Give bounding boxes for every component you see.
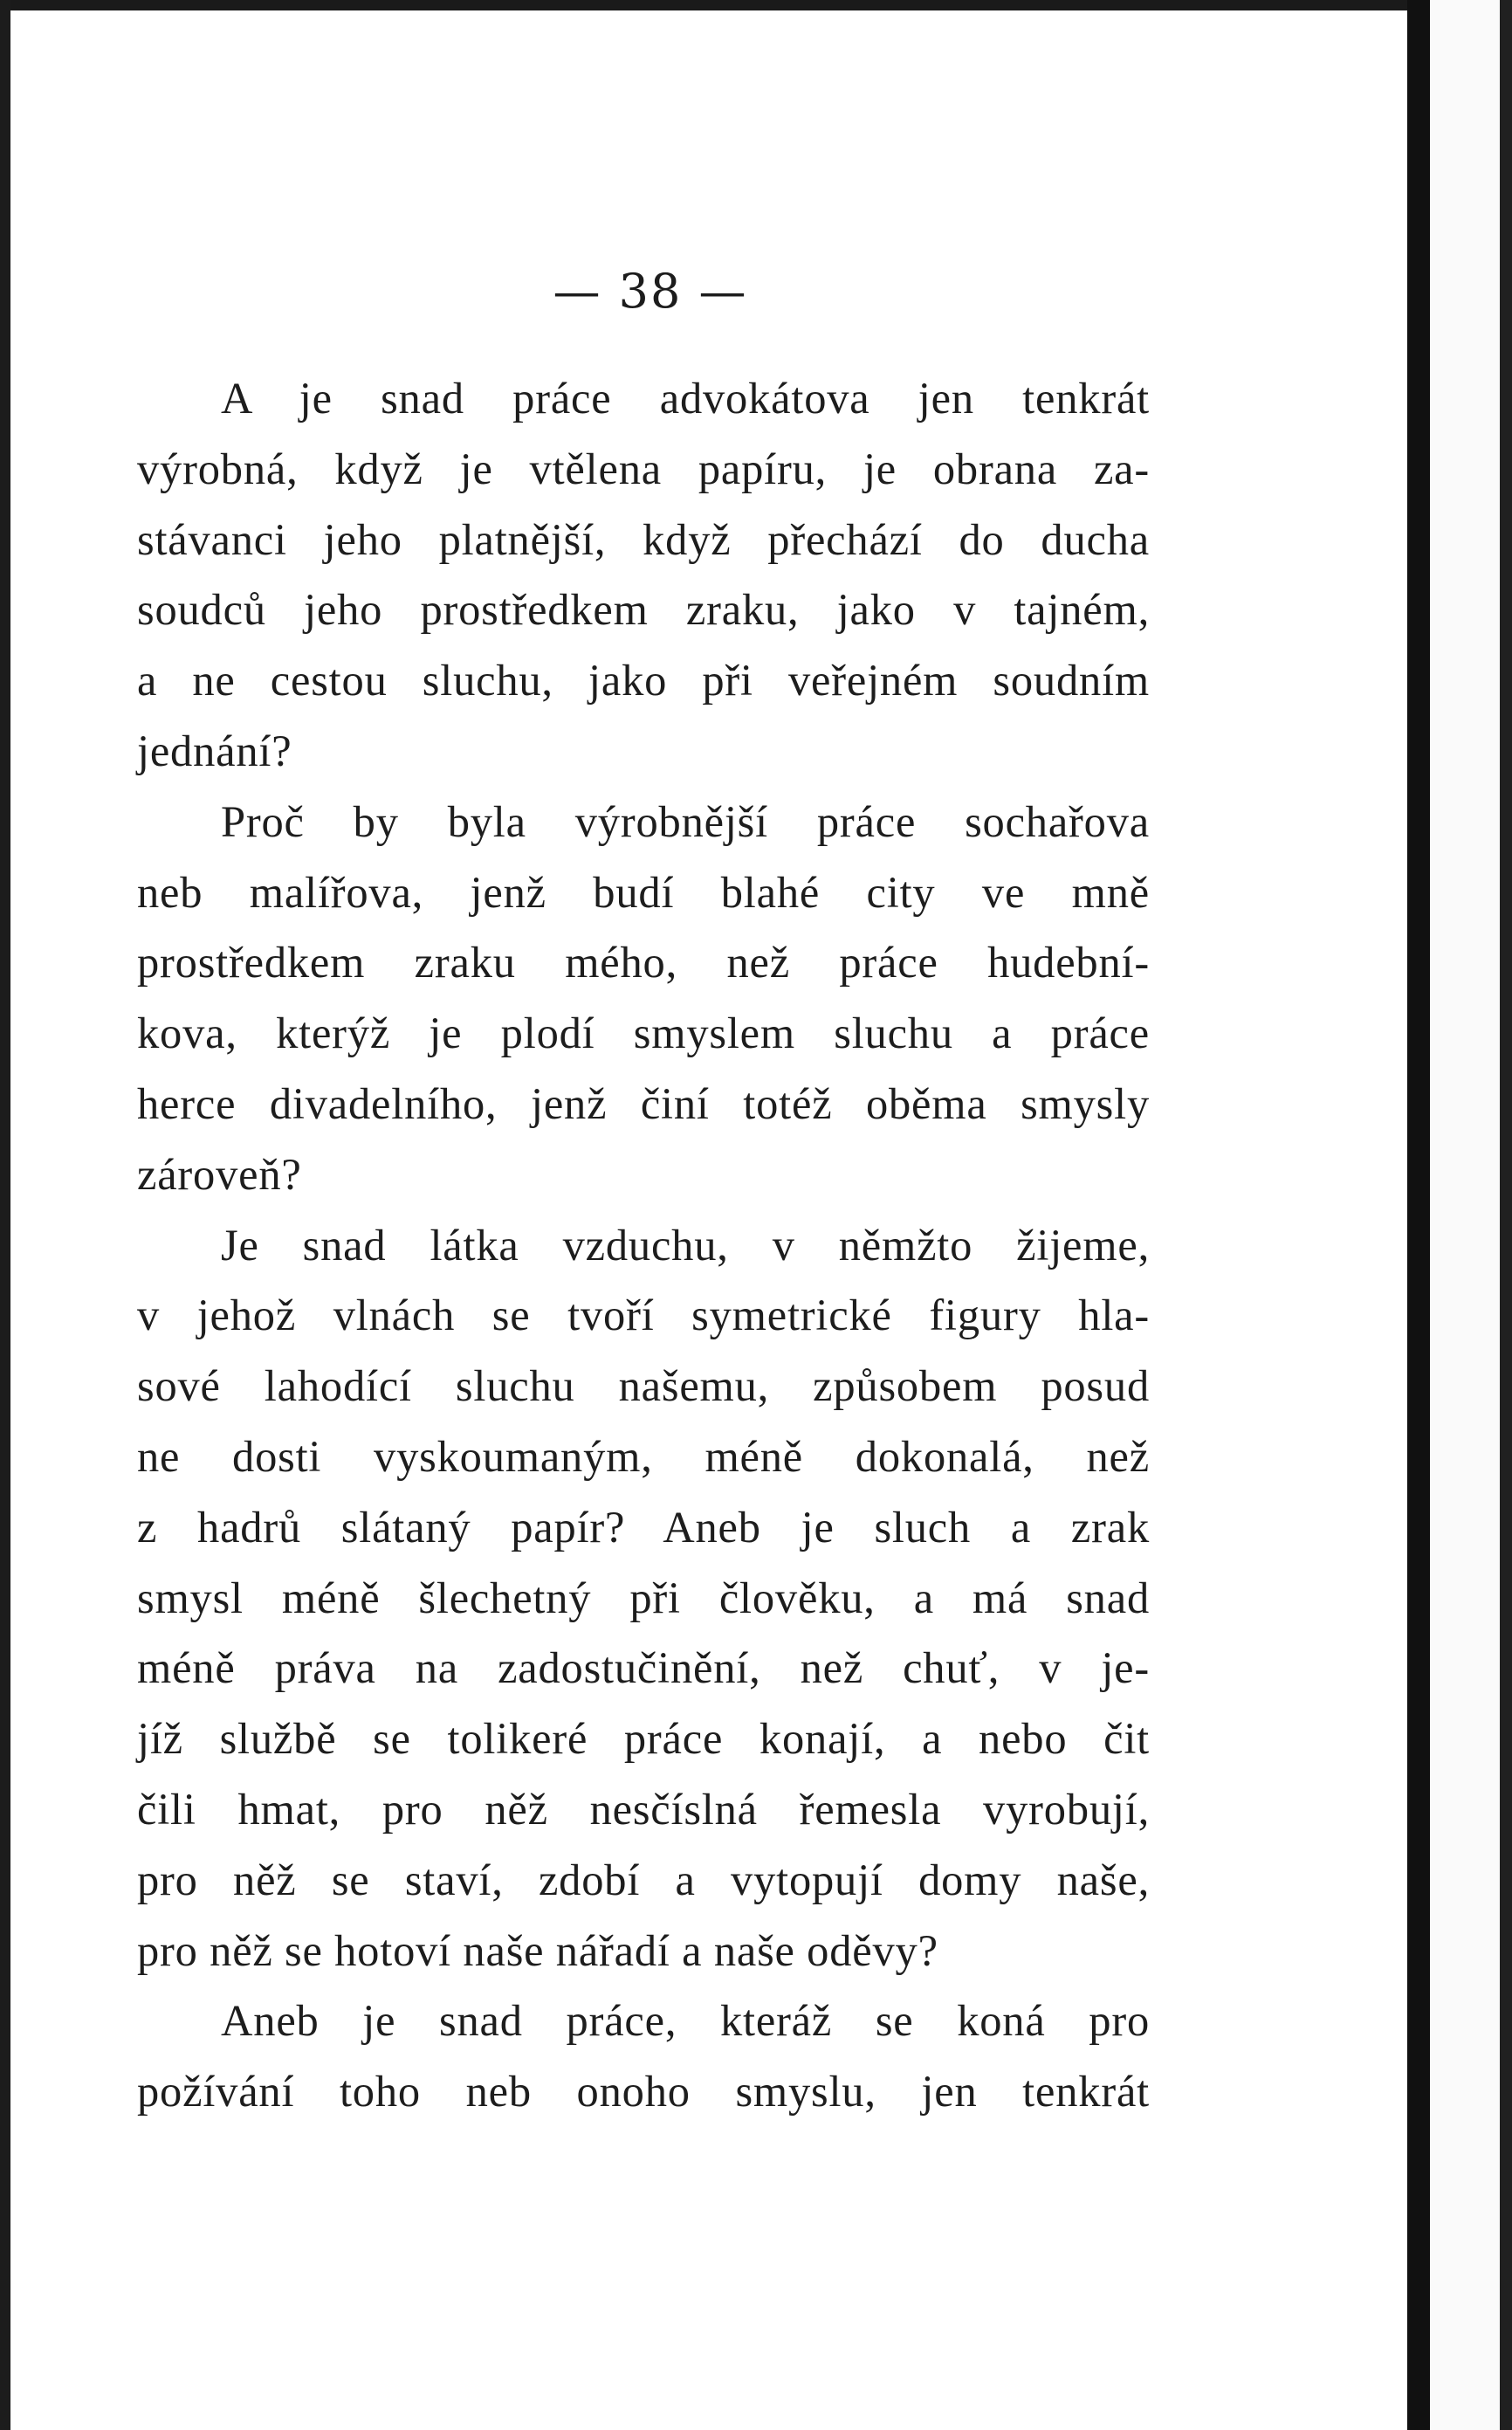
text-line: jíž službě se tolikeré práce konají, a nebo čit xyxy=(137,1714,1150,1764)
text-line: méně práva na zadostučinění, než chuť, v je- xyxy=(137,1643,1150,1693)
text-line: z hadrů slátaný papír? Aneb je sluch a zrak xyxy=(137,1502,1150,1552)
book-page xyxy=(10,10,1407,2430)
text-line: požívání toho neb onoho smyslu, jen tenkrát xyxy=(137,2067,1150,2117)
text-line: ne dosti vyskoumaným, méně dokonalá, než xyxy=(137,1431,1150,1481)
scan-edge-right xyxy=(1500,0,1512,2430)
text-line: stávanci jeho platnější, když přechází do ducha xyxy=(137,514,1150,564)
text-line: prostředkem zraku mého, než práce hudební- xyxy=(137,938,1150,988)
text-line: čili hmat, pro něž nesčíslná řemesla vyrobují, xyxy=(137,1784,1150,1834)
text-line: kova, kterýž je plodí smyslem sluchu a práce xyxy=(137,1008,1150,1058)
page-number: — 38 — xyxy=(553,264,748,319)
body-text xyxy=(137,363,1150,2127)
paragraph xyxy=(137,787,1150,1210)
text-line: výrobná, když je vtělena papíru, je obrana za- xyxy=(137,444,1150,493)
text-line: neb malířova, jenž budí blahé city ve mně xyxy=(137,867,1150,917)
scan-edge-top xyxy=(0,0,1512,10)
text-line: herce divadelního, jenž činí totéž oběma smysly xyxy=(137,1078,1150,1128)
text-line: A je snad práce advokátova jen tenkrát xyxy=(221,374,1150,423)
paragraph xyxy=(137,363,1150,787)
text-line: sové lahodící sluchu našemu, způsobem posud xyxy=(137,1361,1150,1411)
text-line: smysl méně šlechetný při člověku, a má snad xyxy=(137,1573,1150,1622)
scan-edge-left xyxy=(0,0,10,2430)
text-line: pro něž se staví, zdobí a vytopují domy naše, xyxy=(137,1855,1150,1904)
text-line: Je snad látka vzduchu, v němžto žijeme, xyxy=(221,1220,1150,1270)
text-line: a ne cestou sluchu, jako při veřejném soudním xyxy=(137,656,1150,706)
book-gutter-shadow xyxy=(1407,0,1430,2430)
adjacent-page-sliver xyxy=(1430,0,1500,2430)
text-line: zároveň? xyxy=(137,1149,302,1199)
text-line: Proč by byla výrobnější práce sochařova xyxy=(221,796,1150,846)
text-line: soudců jeho prostředkem zraku, jako v tajném, xyxy=(137,585,1150,635)
text-line: jednání? xyxy=(137,726,292,775)
text-line: v jehož vlnách se tvoří symetrické figury hla- xyxy=(137,1291,1150,1340)
text-line: Aneb je snad práce, kteráž se koná pro xyxy=(221,1996,1150,2046)
text-line: pro něž se hotoví naše nářadí a naše oděvy? xyxy=(137,1925,938,1975)
paragraph xyxy=(137,1210,1150,1986)
paragraph xyxy=(137,1986,1150,2127)
